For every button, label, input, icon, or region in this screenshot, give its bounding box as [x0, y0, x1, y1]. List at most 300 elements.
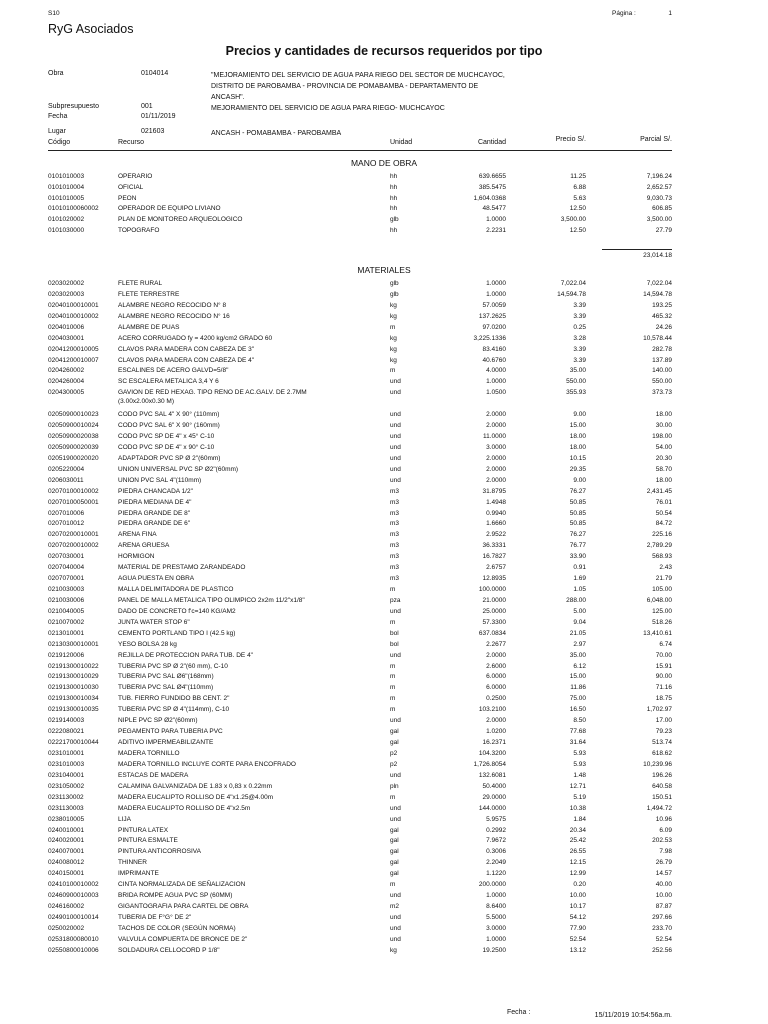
row-resource: YESO BOLSA 28 kg	[118, 640, 177, 648]
row-code: 02070200010001	[48, 531, 99, 539]
row-unit: m3	[390, 509, 400, 517]
lugar-text: ANCASH - POMABAMBA - PAROBAMBA	[211, 130, 342, 137]
row-quantity: 0.3006	[486, 848, 506, 856]
row-quantity: 385.5475	[478, 183, 506, 191]
row-quantity: 2.0000	[486, 454, 506, 462]
col-resource-header: Recurso	[118, 139, 145, 146]
row-resource: PINTURA LATEX	[118, 826, 169, 834]
row-quantity: 21.0000	[482, 596, 506, 604]
row-unit: und	[390, 454, 401, 462]
row-quantity: 50.4000	[482, 782, 506, 790]
row-code: 0231010001	[48, 749, 85, 757]
row-code: 0207030001	[48, 553, 85, 561]
row-unit: m	[390, 662, 396, 670]
row-code: 02040100010001	[48, 301, 99, 309]
row-partial: 140.00	[652, 367, 672, 375]
row-code: 0231130003	[48, 804, 84, 812]
row-quantity: 2.0000	[486, 476, 506, 484]
table-row	[48, 651, 672, 660]
table-row	[48, 519, 672, 528]
table-row	[48, 607, 672, 616]
table-row	[48, 924, 672, 933]
row-price: 10.00	[569, 892, 586, 900]
row-resource: UNION UNIVERSAL PVC SP Ø2"(60mm)	[118, 465, 239, 473]
table-row	[48, 301, 672, 310]
table-row	[48, 388, 672, 406]
row-quantity: 200.0000	[478, 881, 506, 889]
row-code: 02191300010035	[48, 706, 99, 714]
row-unit: m3	[390, 498, 400, 506]
page-number: 1	[668, 10, 672, 17]
row-partial: 2.43	[659, 564, 672, 572]
obra-line-3: ANCASH".	[211, 94, 245, 101]
row-resource: DADO DE CONCRETO f'c=140 KG/AM2	[118, 607, 236, 615]
row-partial: 465.32	[652, 312, 672, 320]
row-price: 12.15	[569, 859, 586, 867]
table-row	[48, 869, 672, 878]
row-quantity: 16.2371	[482, 739, 506, 747]
row-code: 0204030001	[48, 334, 85, 342]
row-code: 02191300010022	[48, 662, 99, 670]
row-resource: GIGANTOGRAFIA PARA CARTEL DE OBRA	[118, 903, 249, 910]
row-unit: m	[390, 367, 396, 375]
row-price: 12.99	[569, 870, 586, 878]
row-resource: TACHOS DE COLOR (SEGÚN NORMA)	[118, 924, 236, 932]
table-row	[48, 836, 672, 845]
row-partial: 297.66	[652, 913, 672, 921]
row-partial: 6,048.00	[646, 596, 672, 604]
table-row	[48, 880, 672, 889]
row-resource: ACERO CORRUGADO fy = 4200 kg/cm2 GRADO 60	[118, 334, 273, 342]
row-code: 02051900020020	[48, 454, 99, 462]
row-resource: TUBERIA PVC SAL Ø6"(168mm)	[118, 673, 214, 681]
row-quantity: 1.0000	[486, 892, 506, 900]
row-code: 0204260004	[48, 378, 85, 386]
row-partial: 13,410.61	[643, 629, 672, 637]
lugar-label: Lugar	[48, 128, 66, 135]
row-unit: und	[390, 476, 401, 484]
row-code: 0240020001	[48, 837, 85, 845]
row-price: 6.88	[573, 183, 586, 191]
row-partial: 9,030.73	[646, 194, 672, 202]
row-code: 0101010003	[48, 173, 85, 180]
table-row	[48, 662, 672, 671]
row-partial: 18.75	[655, 695, 672, 703]
row-partial: 24.26	[655, 323, 672, 331]
col-unit-header: Unidad	[390, 139, 413, 146]
table-row	[48, 683, 672, 692]
row-quantity: 1.0000	[486, 935, 506, 943]
row-quantity: 0.2500	[486, 695, 506, 703]
row-price: 5.93	[573, 760, 586, 768]
row-unit: m	[390, 695, 396, 703]
table-row	[48, 771, 672, 780]
row-code: 0240010001	[48, 826, 85, 834]
row-partial: 50.54	[655, 509, 672, 517]
row-quantity: 1.0000	[486, 216, 506, 224]
row-resource: VALVULA COMPUERTA DE BRONCE DE 2"	[118, 935, 248, 943]
row-resource: LIJA	[118, 815, 132, 823]
row-price: 77.90	[569, 924, 586, 932]
row-partial: 513.74	[652, 739, 672, 747]
row-code: 0240070001	[48, 848, 85, 856]
row-resource: MADERA EUCALIPTO ROLLISO DE 4"x2.5m	[118, 804, 251, 812]
row-unit: und	[390, 411, 401, 419]
row-partial: 21.79	[655, 575, 672, 583]
row-price: 77.68	[569, 728, 586, 736]
row-partial: 14,594.78	[643, 290, 672, 298]
table-row	[48, 183, 672, 192]
table-row	[48, 421, 672, 430]
row-partial: 233.70	[652, 924, 672, 932]
row-unit: hh	[390, 227, 398, 234]
row-resource: TUBERIA DE F°G° DE 2"	[118, 913, 192, 921]
row-code: 0246160002	[48, 903, 85, 910]
row-quantity: 2.0000	[486, 411, 506, 419]
table-row	[48, 913, 672, 922]
row-partial: 58.70	[655, 465, 672, 473]
row-unit: m3	[390, 520, 400, 528]
row-resource: CODO PVC SP DE 4" x 90° C-10	[118, 443, 215, 451]
row-code: 0204260002	[48, 367, 85, 375]
row-unit: m3	[390, 531, 400, 539]
row-partial: 150.51	[652, 793, 672, 801]
row-quantity: 83.4160	[482, 345, 506, 353]
row-price: 33.90	[569, 553, 586, 561]
row-resource: TUBERIA PVC SP Ø 4"(114mm), C-10	[118, 706, 230, 714]
row-price: 355.93	[566, 389, 586, 397]
table-row	[48, 476, 672, 485]
table-row	[48, 345, 672, 354]
row-quantity: 16.7827	[482, 553, 506, 561]
row-partial: 10,578.44	[643, 334, 672, 342]
row-partial: 2,789.29	[646, 542, 672, 550]
row-resource: CODO PVC SAL 4" X 90° (110mm)	[118, 411, 220, 419]
row-partial: 79.23	[655, 728, 672, 736]
row-code: 02050900020039	[48, 443, 99, 451]
row-price: 2.97	[573, 640, 586, 648]
row-code: 0210070002	[48, 618, 85, 626]
row-price: 50.85	[569, 498, 586, 506]
row-resource: TUB. FIERRO FUNDIDO BB CENT. 2"	[118, 695, 230, 703]
row-price: 15.00	[569, 673, 586, 681]
row-resource: PINTURA ESMALTE	[118, 837, 178, 845]
row-price: 3.39	[573, 345, 586, 353]
row-partial: 20.30	[655, 454, 672, 462]
row-unit: hh	[390, 173, 398, 180]
row-price: 10.38	[569, 804, 586, 812]
row-resource: GAVION DE RED HEXAG. TIPO RENO DE AC.GALV. DE 2.7MM	[118, 389, 307, 397]
row-quantity: 2.0000	[486, 651, 506, 659]
row-partial: 26.79	[655, 859, 672, 867]
row-code: 0207010006	[48, 509, 85, 517]
row-resource: SOLDADURA CELLOCORD P 1/8"	[118, 946, 220, 954]
row-price: 76.77	[569, 542, 586, 550]
row-unit: und	[390, 389, 401, 397]
table-row	[48, 563, 672, 572]
row-resource: FLETE RURAL	[118, 280, 163, 287]
row-resource: ESTACAS DE MADERA	[118, 771, 189, 779]
row-code: 0207040004	[48, 564, 85, 572]
row-price: 3.39	[573, 301, 586, 309]
table-row	[48, 443, 672, 452]
row-quantity: 5.9575	[486, 815, 506, 823]
table-row	[48, 760, 672, 769]
row-partial: 225.16	[652, 531, 672, 539]
row-resource-continued: (3.00x2.00x0.30 M)	[118, 398, 175, 406]
row-quantity: 29.0000	[482, 793, 506, 801]
row-quantity: 100.0000	[478, 586, 506, 594]
row-code: 0231050002	[48, 782, 85, 790]
row-quantity: 0.9940	[486, 509, 506, 517]
row-partial: 40.00	[655, 881, 672, 889]
row-unit: m3	[390, 487, 400, 495]
table-row	[48, 596, 672, 605]
table-row	[48, 465, 672, 474]
row-quantity: 144.0000	[478, 804, 506, 812]
row-resource: OFICIAL	[118, 183, 144, 191]
row-code: 0203020003	[48, 290, 85, 298]
row-partial: 1,702.97	[646, 706, 672, 714]
row-resource: PEON	[118, 194, 137, 202]
table-row	[48, 194, 672, 203]
row-price: 20.34	[569, 826, 586, 834]
row-price: 18.00	[569, 433, 586, 441]
table-row	[48, 858, 672, 867]
row-price: 0.25	[573, 323, 586, 331]
row-quantity: 637.0834	[478, 629, 506, 637]
row-resource: PIEDRA CHANCADA 1/2"	[118, 487, 193, 495]
row-price: 12.71	[569, 782, 586, 790]
table-row	[48, 716, 672, 725]
row-price: 9.04	[573, 618, 586, 626]
col-qty-header: Cantidad	[477, 139, 506, 146]
row-quantity: 2.2231	[486, 227, 506, 234]
table-row	[48, 366, 672, 375]
row-code: 02130300010001	[48, 640, 99, 648]
obra-line-2: DISTRITO DE PAROBAMBA - PROVINCIA DE POMABAMBA - DEPARTAMENTO DE	[211, 83, 479, 90]
table-row	[48, 738, 672, 747]
row-partial: 518.26	[652, 618, 672, 626]
obra-label: Obra	[48, 70, 64, 77]
row-unit: hh	[390, 205, 398, 213]
row-partial: 90.00	[655, 673, 672, 681]
row-unit: und	[390, 804, 401, 812]
row-quantity: 137.2625	[478, 312, 506, 320]
row-unit: p2	[390, 760, 398, 768]
row-price: 3.28	[573, 334, 586, 342]
table-row	[48, 793, 672, 802]
col-partial-header: Parcial S/.	[640, 136, 672, 143]
row-resource: PINTURA ANTICORROSIVA	[118, 848, 201, 856]
row-resource: ADITIVO IMPERMEABILIZANTE	[118, 739, 214, 747]
row-quantity: 57.0059	[482, 301, 506, 309]
row-price: 14,594.78	[557, 290, 586, 298]
row-quantity: 2.0000	[486, 422, 506, 430]
row-partial: 52.54	[655, 935, 672, 943]
row-quantity: 19.2500	[482, 946, 506, 954]
row-unit: m2	[390, 903, 400, 910]
table-row	[48, 279, 672, 288]
row-resource: OPERADOR DE EQUIPO LIVIANO	[118, 205, 221, 213]
table-row	[48, 815, 672, 824]
row-resource: MADERA EUCALIPTO ROLLISO DE 4"x1.25@4.00m	[118, 793, 274, 801]
row-quantity: 2.0000	[486, 465, 506, 473]
row-partial: 568.93	[652, 553, 672, 561]
col-code-header: Código	[48, 139, 71, 146]
table-row	[48, 629, 672, 638]
table-row	[48, 509, 672, 518]
row-resource: TOPOGRAFO	[118, 227, 160, 234]
row-unit: gal	[390, 859, 399, 867]
table-row	[48, 530, 672, 539]
row-code: 0207010012	[48, 520, 85, 528]
row-price: 1.05	[573, 586, 586, 594]
row-resource: PIEDRA MEDIANA DE 4"	[118, 498, 192, 506]
row-partial: 54.00	[655, 443, 672, 451]
row-price: 3,500.00	[560, 216, 586, 224]
table-row	[48, 312, 672, 321]
table-row	[48, 454, 672, 463]
row-partial: 18.00	[655, 476, 672, 484]
row-resource: IMPRIMANTE	[118, 870, 159, 878]
row-unit: glb	[390, 290, 399, 298]
row-resource: ADAPTADOR PVC SP Ø 2"(60mm)	[118, 454, 221, 462]
row-code: 0101020002	[48, 216, 85, 224]
row-price: 16.50	[569, 706, 586, 714]
row-price: 15.00	[569, 422, 586, 430]
row-partial: 1,494.72	[646, 804, 672, 812]
row-unit: gal	[390, 870, 399, 878]
row-unit: und	[390, 892, 401, 900]
row-partial: 84.72	[655, 520, 672, 528]
row-code: 02070100050001	[48, 498, 99, 506]
row-code: 0210030006	[48, 596, 85, 604]
row-unit: m3	[390, 575, 400, 583]
row-resource: CEMENTO PORTLAND TIPO I (42.5 kg)	[118, 629, 236, 637]
table-row	[48, 935, 672, 944]
row-price: 7,022.04	[560, 280, 586, 287]
row-partial: 14.57	[655, 870, 672, 878]
row-quantity: 1,604.0368	[473, 194, 506, 202]
row-unit: und	[390, 651, 401, 659]
row-code: 0205220004	[48, 465, 85, 473]
row-resource: ALAMBRE NEGRO RECOCIDO N° 16	[118, 312, 230, 320]
table-row	[48, 323, 672, 332]
table-row	[48, 804, 672, 813]
row-resource: ALAMBRE NEGRO RECOCIDO N° 8	[118, 301, 227, 309]
row-quantity: 2.0000	[486, 717, 506, 725]
col-price-header: Precio S/.	[555, 136, 586, 143]
table-row	[48, 541, 672, 550]
row-unit: hh	[390, 194, 398, 202]
row-quantity: 1.1220	[486, 870, 506, 878]
row-quantity: 1.4948	[486, 498, 506, 506]
mano-de-obra-subtotal: 23,014.18	[602, 249, 672, 259]
table-row	[48, 226, 672, 235]
row-unit: pln	[390, 782, 399, 790]
row-code: 0101010004	[48, 183, 85, 191]
row-price: 550.00	[566, 378, 586, 386]
row-code: 0240150001	[48, 870, 85, 878]
row-price: 0.20	[573, 881, 586, 889]
row-resource: BRIDA ROMPE AGUA PVC SP (60MM)	[118, 892, 233, 900]
row-price: 50.85	[569, 520, 586, 528]
row-code: 0250020002	[48, 924, 85, 932]
row-price: 11.86	[570, 684, 586, 692]
row-partial: 202.53	[652, 837, 672, 845]
row-code: 02041200010005	[48, 345, 99, 353]
table-row	[48, 672, 672, 681]
row-code: 02070200010002	[48, 542, 99, 550]
table-row	[48, 902, 672, 911]
row-resource: MADERA TORNILLO INCLUYE CORTE PARA ENCOFRADO	[118, 760, 296, 768]
row-unit: p2	[390, 749, 398, 757]
row-quantity: 2.2677	[486, 640, 506, 648]
table-row	[48, 432, 672, 441]
obra-line-1: "MEJORAMIENTO DEL SERVICIO DE AGUA PARA RIEGO DEL SECTOR DE MUCHCAYOC,	[211, 72, 505, 79]
row-price: 52.54	[569, 935, 586, 943]
row-resource: ESCALINES DE ACERO GALVD=5/8"	[118, 367, 229, 375]
row-price: 10.17	[569, 903, 586, 910]
row-quantity: 5.5000	[486, 913, 506, 921]
row-partial: 640.58	[652, 782, 672, 790]
row-quantity: 639.6655	[478, 173, 506, 180]
row-unit: und	[390, 913, 401, 921]
row-unit: m	[390, 673, 396, 681]
row-unit: m	[390, 323, 396, 331]
row-quantity: 1.0000	[486, 280, 506, 287]
row-resource: THINNER	[118, 859, 147, 867]
row-unit: und	[390, 717, 401, 725]
section-title-materiales: MATERIALES	[357, 265, 411, 275]
row-partial: 27.79	[655, 227, 672, 234]
table-row	[48, 172, 672, 181]
table-row	[48, 946, 672, 955]
row-unit: und	[390, 443, 401, 451]
row-unit: hh	[390, 183, 398, 191]
row-resource: MALLA DELIMITADORA DE PLASTICO	[118, 586, 234, 594]
table-row	[48, 727, 672, 736]
row-code: 02040100010002	[48, 312, 99, 320]
row-price: 12.50	[569, 205, 586, 213]
row-code: 02070100010002	[48, 487, 99, 495]
row-quantity: 3.0000	[486, 924, 506, 932]
row-code: 02191300010030	[48, 684, 99, 692]
row-price: 0.91	[573, 564, 586, 572]
row-unit: und	[390, 433, 401, 441]
row-code: 0219120006	[48, 651, 85, 659]
row-price: 35.00	[569, 367, 586, 375]
row-unit: m3	[390, 553, 400, 561]
row-quantity: 103.2100	[478, 706, 506, 714]
row-quantity: 1.0500	[486, 389, 506, 397]
row-quantity: 57.3300	[482, 618, 506, 626]
row-code: 0219140003	[48, 717, 85, 725]
row-partial: 6.74	[659, 640, 672, 648]
row-quantity: 1.0000	[486, 378, 506, 386]
row-code: 0101030000	[48, 227, 85, 234]
row-code: 02191300010029	[48, 673, 99, 681]
row-price: 8.50	[573, 717, 586, 725]
row-resource: CODO PVC SAL 6" X 90° (160mm)	[118, 422, 220, 430]
row-partial: 7,196.24	[646, 173, 672, 180]
row-resource: MADERA TORNILLO	[118, 749, 180, 757]
row-code: 0204300005	[48, 389, 85, 397]
row-price: 9.00	[573, 411, 586, 419]
table-row	[48, 585, 672, 594]
row-quantity: 31.8795	[482, 487, 506, 495]
